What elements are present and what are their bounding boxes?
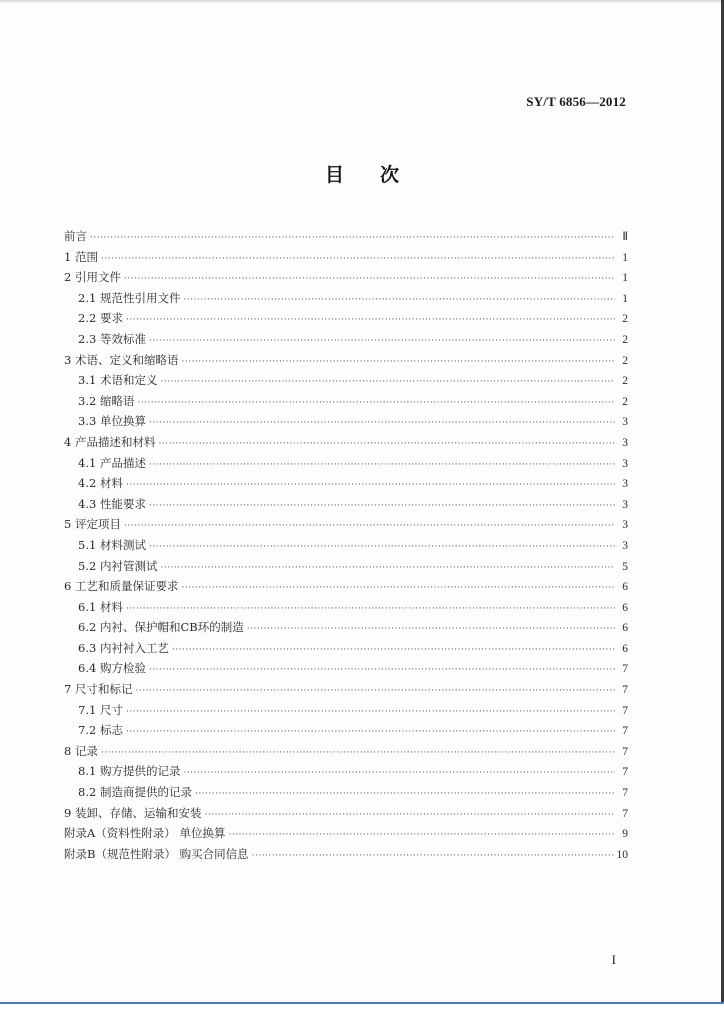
toc-entry-label: 2.2 要求 [78, 311, 123, 326]
toc-entry[interactable] [64, 576, 628, 597]
toc-leader-dots [228, 825, 615, 846]
toc-entry-label: 7.1 尺寸 [78, 702, 123, 717]
toc-entry-label: 3.3 单位换算 [78, 414, 146, 429]
toc-entry-label: 4.1 产品描述 [78, 455, 146, 470]
toc-leader-dots [135, 681, 615, 702]
toc-entry-page: 6 [622, 581, 628, 594]
toc-entry-page: 2 [622, 333, 628, 346]
toc-subentry[interactable] [64, 761, 628, 782]
toc-leader-dots [90, 228, 615, 249]
toc-leader-dots [101, 743, 615, 764]
toc-leader-dots [126, 475, 615, 496]
toc-subentry[interactable] [64, 453, 628, 474]
toc-entry-page: 3 [622, 436, 628, 449]
toc-leader-dots [252, 846, 614, 867]
toc-entry-page: 9 [622, 828, 628, 841]
toc-entry[interactable] [64, 514, 628, 535]
toc-entry-label: 6 工艺和质量保证要求 [64, 579, 179, 594]
toc-entry-page: 7 [622, 766, 628, 779]
toc-leader-dots [160, 372, 615, 393]
toc-leader-dots [149, 331, 615, 352]
toc-entry-page: 3 [622, 539, 628, 552]
toc-leader-dots [149, 660, 615, 681]
toc-entry-page: 7 [622, 787, 628, 800]
page-number: I [611, 952, 616, 967]
toc-entry-page: 7 [622, 663, 628, 676]
toc-entry[interactable] [64, 350, 628, 371]
toc-entry-label: 2 引用文件 [64, 270, 121, 285]
toc-leader-dots [149, 413, 615, 434]
toc-subentry[interactable] [64, 473, 628, 494]
toc-entry-label: 6.2 内衬、保护帽和CB环的制造 [78, 620, 244, 635]
toc-leader-dots [181, 578, 615, 599]
toc-entry-page: 3 [622, 416, 628, 429]
toc-entry-label: 附录A（资料性附录） 单位换算 [64, 826, 226, 841]
toc-subentry[interactable] [64, 308, 628, 329]
toc-leader-dots [204, 805, 615, 826]
toc-leader-dots [149, 455, 615, 476]
toc-entry-label: 9 装卸、存储、运输和安装 [64, 805, 202, 820]
scan-edge-top [0, 0, 724, 3]
toc-leader-dots [126, 599, 615, 620]
toc-entry-page: 2 [622, 375, 628, 388]
toc-entry[interactable] [64, 432, 628, 453]
toc-leader-dots [195, 784, 615, 805]
toc-entry[interactable] [64, 247, 628, 268]
standard-code: SY/T 6856—2012 [526, 94, 626, 109]
toc-entry[interactable] [64, 226, 628, 247]
toc-subentry[interactable] [64, 329, 628, 350]
toc-subentry[interactable] [64, 720, 628, 741]
toc-entry-label: 附录B（规范性附录） 购买合同信息 [64, 846, 249, 861]
toc-entry-page: 1 [622, 272, 628, 285]
toc-subentry[interactable] [64, 658, 628, 679]
viewer-border-line [0, 1002, 724, 1004]
toc-leader-dots [101, 249, 615, 270]
toc-entry-label: 前言 [64, 229, 87, 243]
toc-entry[interactable] [64, 803, 628, 824]
toc-entry-page: 6 [622, 622, 628, 635]
toc-subentry[interactable] [64, 597, 628, 618]
toc-entry-page: 2 [622, 354, 628, 367]
toc-leader-dots [160, 558, 615, 579]
toc-entry-page: 7 [622, 704, 628, 717]
toc-entry-page: 5 [622, 560, 628, 573]
toc-leader-dots [149, 537, 615, 558]
toc-entry-label: 5.2 内衬管测试 [78, 558, 158, 573]
toc-entry-page: 1 [622, 292, 628, 305]
toc-entry-page: Ⅱ [622, 231, 628, 243]
toc-subentry[interactable] [64, 370, 628, 391]
scan-margin-bottom [0, 1004, 724, 1024]
toc-leader-dots [124, 269, 615, 290]
toc-leader-dots [172, 640, 615, 661]
toc-entry-label: 8.1 购方提供的记录 [78, 764, 181, 779]
toc-entry-page: 7 [622, 684, 628, 697]
toc-entry-annex-a[interactable] [64, 823, 628, 844]
page-title: 目次 [324, 164, 435, 186]
toc-leader-dots [183, 763, 615, 784]
toc-entry-label: 2.3 等效标准 [78, 331, 146, 346]
toc-entry[interactable] [64, 267, 628, 288]
toc-entry-label: 7 尺寸和标记 [64, 682, 133, 697]
toc-entry-page: 2 [622, 313, 628, 326]
toc-subentry[interactable] [64, 638, 628, 659]
toc-subentry[interactable] [64, 617, 628, 638]
toc-entry-label: 3.1 术语和定义 [78, 373, 158, 388]
toc-entry-page: 1 [622, 251, 628, 264]
toc-entry-label: 1 范围 [64, 249, 98, 264]
toc-leader-dots [126, 310, 615, 331]
toc-entry-label: 6.3 内衬衬入工艺 [78, 640, 169, 655]
toc-subentry[interactable] [64, 411, 628, 432]
toc-entry-annex-b[interactable] [64, 844, 628, 865]
toc-leader-dots [126, 722, 615, 743]
toc-leader-dots [183, 290, 615, 311]
toc-entry[interactable] [64, 741, 628, 762]
toc-entry-label: 3 术语、定义和缩略语 [64, 352, 179, 367]
toc-entry-label: 3.2 缩略语 [78, 393, 135, 408]
toc-entry-page: 2 [622, 395, 628, 408]
toc-subentry[interactable] [64, 556, 628, 577]
toc-entry-label: 7.2 标志 [78, 723, 123, 738]
toc-entry-page: 7 [622, 725, 628, 738]
toc-leader-dots [126, 702, 615, 723]
toc-subentry[interactable] [64, 391, 628, 412]
toc-leader-dots [137, 393, 615, 414]
toc-subentry[interactable] [64, 494, 628, 515]
toc-entry-page: 6 [622, 601, 628, 614]
toc-entry-page: 3 [622, 498, 628, 511]
toc-entry-label: 5 评定项目 [64, 517, 121, 532]
toc-entry-page: 7 [622, 745, 628, 758]
toc-leader-dots [124, 516, 615, 537]
toc-leader-dots [181, 352, 615, 373]
table-of-contents [64, 226, 628, 864]
toc-entry-label: 8 记录 [64, 743, 98, 758]
toc-entry-page: 7 [622, 807, 628, 820]
toc-leader-dots [247, 619, 615, 640]
toc-entry-label: 4.2 材料 [78, 476, 123, 491]
toc-subentry[interactable] [64, 700, 628, 721]
toc-leader-dots [149, 496, 615, 517]
toc-entry-page: 3 [622, 478, 628, 491]
toc-entry-page: 3 [622, 519, 628, 532]
toc-entry-label: 4.3 性能要求 [78, 496, 146, 511]
toc-entry-label: 5.1 材料测试 [78, 537, 146, 552]
toc-entry-page: 6 [622, 642, 628, 655]
toc-entry-page: 3 [622, 457, 628, 470]
toc-entry-label: 6.1 材料 [78, 599, 123, 614]
toc-entry-label: 2.1 规范性引用文件 [78, 290, 181, 305]
toc-subentry[interactable] [64, 288, 628, 309]
toc-entry-label: 4 产品描述和材料 [64, 434, 156, 449]
toc-entry-page: 10 [616, 848, 628, 861]
toc-leader-dots [158, 434, 615, 455]
toc-entry-label: 8.2 制造商提供的记录 [78, 785, 192, 800]
toc-subentry[interactable] [64, 782, 628, 803]
toc-entry[interactable] [64, 679, 628, 700]
toc-entry-label: 6.4 购方检验 [78, 661, 146, 676]
toc-subentry[interactable] [64, 535, 628, 556]
